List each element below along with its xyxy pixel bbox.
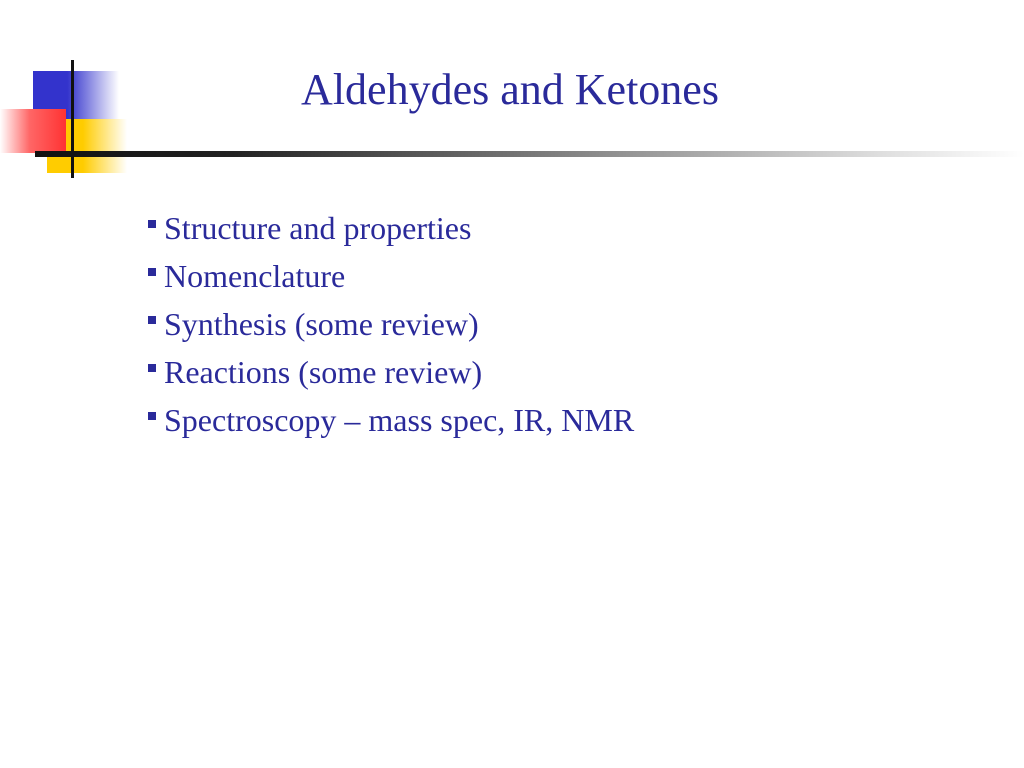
bullet-text: Reactions (some review) bbox=[164, 354, 483, 390]
list-item bbox=[148, 300, 634, 348]
list-item bbox=[148, 252, 634, 300]
title-underline-bar bbox=[35, 151, 1024, 157]
bullet-text: Spectroscopy – mass spec, IR, NMR bbox=[164, 402, 635, 438]
slide-title: Aldehydes and Ketones bbox=[301, 65, 719, 114]
bullet-text: Synthesis (some review) bbox=[164, 306, 479, 342]
square-bullet-icon bbox=[148, 220, 156, 228]
square-bullet-icon bbox=[148, 364, 156, 372]
bullet-list bbox=[148, 204, 634, 444]
square-bullet-icon bbox=[148, 412, 156, 420]
bullet-text: Structure and properties bbox=[164, 210, 472, 246]
list-item bbox=[148, 348, 634, 396]
logo-vertical-line bbox=[71, 60, 74, 178]
square-bullet-icon bbox=[148, 316, 156, 324]
square-bullet-icon bbox=[148, 268, 156, 276]
bullet-text: Nomenclature bbox=[164, 258, 346, 294]
logo-red-square bbox=[0, 109, 66, 153]
list-item bbox=[148, 204, 634, 252]
list-item bbox=[148, 396, 634, 444]
